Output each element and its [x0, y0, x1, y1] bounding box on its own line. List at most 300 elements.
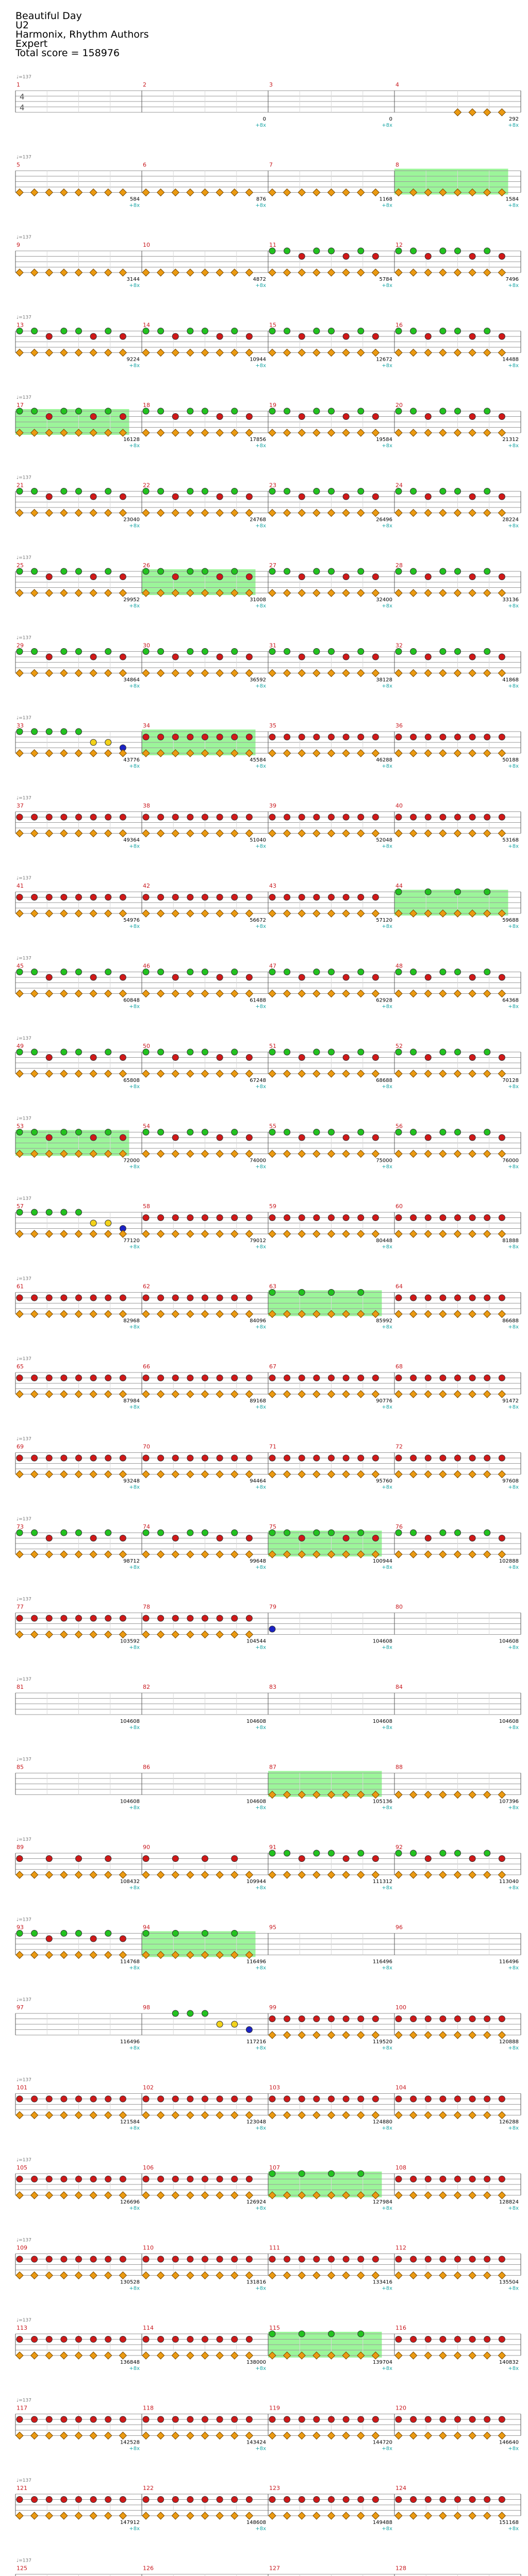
kick-note [105, 2272, 112, 2279]
score-multiplier: +8x [508, 443, 519, 449]
score-multiplier: +8x [255, 1484, 266, 1490]
r-note [120, 1936, 126, 1942]
kick-note [357, 1871, 365, 1878]
measure [268, 2574, 394, 2576]
measure-score: 12672 [376, 357, 392, 363]
g-note [328, 1129, 335, 1136]
r-note [31, 894, 38, 901]
kick-note [424, 830, 432, 837]
g-note [455, 328, 461, 334]
kick-note [202, 1871, 209, 1878]
r-note [469, 814, 475, 820]
score-multiplier: +8x [255, 764, 266, 769]
r-note [76, 2416, 82, 2422]
measure [15, 1129, 142, 1158]
kick-note [105, 1471, 112, 1478]
g-note [76, 969, 82, 975]
kick-note [31, 2192, 38, 2199]
g-note [187, 408, 193, 414]
kick-note [45, 1311, 53, 1318]
measure [142, 2010, 268, 2035]
g-note [410, 568, 417, 574]
g-note [143, 1049, 149, 1055]
g-note [143, 649, 149, 655]
b-note [269, 1626, 275, 1632]
kick-note [216, 1631, 223, 1638]
y-note [90, 739, 96, 745]
kick-note [105, 1391, 112, 1398]
measure-number: 61 [16, 1283, 24, 1290]
kick-note [75, 589, 82, 597]
measure [394, 1693, 521, 1715]
kick-note [105, 2192, 112, 2199]
kick-note [284, 510, 291, 517]
kick-note [498, 349, 505, 357]
kick-note [90, 1230, 97, 1238]
r-note [425, 2256, 431, 2262]
g-note [484, 1129, 490, 1136]
kick-note [357, 269, 365, 276]
r-note [440, 814, 446, 820]
r-note [105, 1375, 111, 1381]
g-note [269, 969, 275, 975]
kick-note [410, 2031, 417, 2039]
measure [394, 488, 521, 517]
measure [142, 1129, 268, 1158]
kick-note [284, 1070, 291, 1077]
g-note [202, 1930, 208, 1937]
score-multiplier: +8x [255, 123, 266, 128]
kick-note [313, 429, 320, 436]
r-note [217, 814, 223, 820]
score-multiplier: +8x [255, 1164, 266, 1170]
kick-note [245, 429, 253, 436]
kick-note [410, 349, 417, 357]
g-note [187, 1129, 193, 1136]
kick-note [342, 269, 350, 276]
measure-number: 29 [16, 642, 24, 649]
kick-note [454, 750, 461, 757]
kick-note [75, 910, 82, 917]
r-note [31, 1615, 38, 1621]
kick-note [60, 269, 68, 276]
g-note [202, 1129, 208, 1136]
measure-score: 75000 [376, 1158, 392, 1164]
r-note [455, 2016, 461, 2022]
g-note [31, 1530, 38, 1536]
kick-note [157, 189, 164, 196]
kick-note [16, 510, 23, 517]
score-multiplier: +8x [382, 1484, 392, 1490]
score-multiplier: +8x [382, 363, 392, 369]
r-note [31, 2176, 38, 2182]
measure [268, 1129, 394, 1158]
kick-note [75, 1311, 82, 1318]
kick-note [313, 2031, 320, 2039]
score-multiplier: +8x [129, 443, 140, 449]
kick-note [119, 2192, 126, 2199]
r-note [172, 734, 178, 740]
kick-note [202, 269, 209, 276]
kick-note [269, 990, 276, 997]
r-note [499, 574, 505, 580]
r-note [16, 894, 23, 901]
kick-note [202, 990, 209, 997]
measure-number: 44 [395, 883, 403, 889]
score-multiplier: +8x [382, 764, 392, 769]
measure [394, 1049, 521, 1077]
tempo-marker: ♩=137 [16, 2238, 31, 2243]
kick-note [45, 1631, 53, 1638]
kick-note [313, 2432, 320, 2439]
g-note [76, 1129, 82, 1136]
kick-note [395, 1150, 402, 1158]
measure-number: 33 [16, 722, 24, 729]
kick-note [60, 349, 68, 357]
measure-number: 40 [395, 802, 403, 809]
r-note [410, 2497, 417, 2503]
measure [15, 2334, 142, 2359]
kick-note [357, 750, 365, 757]
r-note [410, 1375, 417, 1381]
score-multiplier: +8x [129, 1324, 140, 1330]
r-note [158, 814, 164, 820]
kick-note [216, 990, 223, 997]
measure-number: 64 [395, 1283, 403, 1290]
score-multiplier: +8x [508, 1404, 519, 1410]
g-note [395, 1049, 402, 1055]
kick-note [298, 1871, 305, 1878]
tempo-marker: ♩=137 [16, 2077, 31, 2083]
kick-note [157, 1230, 164, 1238]
kick-note [454, 1471, 461, 1478]
g-note [16, 649, 23, 655]
r-note [499, 2416, 505, 2422]
r-note [469, 1375, 475, 1381]
r-note [202, 2176, 208, 2182]
kick-note [284, 2031, 291, 2039]
g-note [76, 728, 82, 735]
r-note [314, 2096, 320, 2102]
kick-note [172, 510, 179, 517]
r-note [395, 2416, 402, 2422]
kick-note [298, 1070, 305, 1077]
measure [394, 248, 521, 276]
measure-number: 15 [269, 321, 276, 329]
r-note [46, 2096, 52, 2102]
kick-note [45, 589, 53, 597]
kick-note [119, 1230, 126, 1238]
tempo-marker: ♩=137 [16, 235, 31, 240]
kick-note [90, 1551, 97, 1558]
kick-note [269, 830, 276, 837]
r-note [425, 2096, 431, 2102]
kick-note [245, 2432, 253, 2439]
r-note [299, 894, 305, 901]
kick-note [90, 2432, 97, 2439]
measure-number: 104 [395, 2084, 406, 2091]
kick-note [469, 2512, 476, 2519]
kick-note [454, 2192, 461, 2199]
r-note [440, 2336, 446, 2343]
kick-note [172, 1230, 179, 1238]
kick-note [454, 2031, 461, 2039]
r-note [269, 1375, 275, 1381]
r-note [143, 894, 149, 901]
tempo-marker: ♩=137 [16, 1276, 31, 1282]
r-note [31, 814, 38, 820]
r-note [172, 1535, 178, 1541]
g-note [358, 1850, 364, 1856]
r-note [232, 1375, 238, 1381]
r-note [499, 1856, 505, 1862]
measure-number: 2 [143, 81, 146, 88]
kick-note [313, 510, 320, 517]
r-note [61, 1455, 67, 1461]
kick-note [313, 990, 320, 997]
kick-note [245, 2512, 253, 2519]
r-note [469, 1535, 475, 1541]
r-note [499, 494, 505, 500]
r-note [16, 2256, 23, 2262]
kick-note [498, 429, 505, 436]
r-note [31, 1375, 38, 1381]
measure [142, 251, 268, 276]
score-multiplier: +8x [508, 1004, 519, 1010]
measure [15, 1773, 142, 1795]
measure-number: 84 [395, 1684, 403, 1690]
kick-note [90, 750, 97, 757]
r-note [217, 2497, 223, 2503]
kick-note [498, 2031, 505, 2039]
kick-note [484, 349, 491, 357]
kick-note [157, 1631, 164, 1638]
kick-note [45, 349, 53, 357]
tempo-marker: ♩=137 [16, 1917, 31, 1923]
r-note [328, 2096, 335, 2102]
measure-score: 97608 [502, 1478, 519, 1484]
g-note [187, 1049, 193, 1055]
r-note [143, 2336, 149, 2343]
kick-note [454, 1871, 461, 1878]
kick-note [454, 1150, 461, 1158]
kick-note [231, 2352, 238, 2359]
kick-note [75, 1391, 82, 1398]
r-note [314, 2016, 320, 2022]
kick-note [269, 2112, 276, 2119]
r-note [372, 2497, 378, 2503]
g-note [484, 328, 490, 334]
kick-note [469, 1471, 476, 1478]
r-note [343, 574, 349, 580]
r-note [90, 574, 96, 580]
measure [142, 171, 268, 196]
r-note [469, 1856, 475, 1862]
measure [142, 649, 268, 677]
kick-note [142, 2512, 150, 2519]
r-note [284, 814, 290, 820]
kick-note [284, 1871, 291, 1878]
r-note [343, 1134, 349, 1141]
r-note [410, 2176, 417, 2182]
kick-note [328, 269, 335, 276]
r-note [299, 2497, 305, 2503]
r-note [358, 2016, 364, 2022]
kick-note [187, 1070, 194, 1077]
kick-note [119, 1952, 126, 1959]
kick-note [469, 1871, 476, 1878]
kick-note [90, 1311, 97, 1318]
kick-note [90, 830, 97, 837]
kick-note [284, 1471, 291, 1478]
kick-note [410, 1871, 417, 1878]
song-artist: U2 [15, 20, 29, 31]
kick-note [269, 910, 276, 917]
kick-note [424, 269, 432, 276]
measure [394, 2334, 521, 2359]
kick-note [284, 830, 291, 837]
measure [15, 488, 142, 517]
score-multiplier: +8x [382, 1565, 392, 1570]
kick-note [439, 510, 447, 517]
measure-number: 58 [143, 1203, 150, 1210]
kick-note [469, 1791, 476, 1799]
kick-note [231, 2512, 238, 2519]
kick-note [498, 1070, 505, 1077]
r-note [46, 1856, 52, 1862]
r-note [358, 1215, 364, 1221]
r-note [372, 1856, 378, 1862]
r-note [158, 734, 164, 740]
measure-score: 41868 [502, 677, 519, 683]
kick-note [60, 2272, 68, 2279]
kick-note [372, 830, 379, 837]
kick-note [357, 189, 365, 196]
measure [142, 2174, 268, 2199]
r-note [372, 494, 378, 500]
total-score: Total score = 158976 [15, 47, 120, 59]
kick-note [31, 2432, 38, 2439]
g-note [46, 1209, 52, 1215]
kick-note [469, 990, 476, 997]
g-note [269, 1290, 275, 1296]
kick-note [395, 1471, 402, 1478]
measure-number: 70 [143, 1443, 150, 1450]
kick-note [231, 2432, 238, 2439]
g-note [358, 2171, 364, 2177]
r-note [343, 974, 349, 980]
r-note [16, 2176, 23, 2182]
measure-score: 104544 [246, 1638, 266, 1645]
kick-note [75, 2192, 82, 2199]
g-note [31, 1049, 38, 1055]
kick-note [484, 1150, 491, 1158]
kick-note [372, 269, 379, 276]
r-note [202, 1615, 208, 1621]
g-note [16, 568, 23, 574]
measure-number: 111 [269, 2244, 280, 2251]
g-note [158, 1129, 164, 1136]
score-multiplier: +8x [382, 1084, 392, 1090]
g-note [284, 248, 290, 254]
kick-note [342, 349, 350, 357]
r-note [469, 253, 475, 260]
r-note [217, 1215, 223, 1221]
r-note [469, 2416, 475, 2422]
g-note [455, 248, 461, 254]
r-note [202, 814, 208, 820]
kick-note [395, 670, 402, 677]
r-note [284, 2497, 290, 2503]
kick-note [31, 349, 38, 357]
r-note [372, 574, 378, 580]
measure-number: 91 [269, 1844, 276, 1851]
r-note [469, 1295, 475, 1301]
kick-note [357, 2432, 365, 2439]
r-note [61, 1295, 67, 1301]
r-note [425, 2336, 431, 2343]
r-note [425, 1055, 431, 1061]
kick-note [16, 1311, 23, 1318]
r-note [202, 1455, 208, 1461]
g-note [440, 1850, 446, 1856]
kick-note [187, 269, 194, 276]
measure [268, 1290, 394, 1318]
measure-number: 49 [16, 1043, 24, 1049]
kick-note [328, 830, 335, 837]
kick-note [202, 1070, 209, 1077]
measure [142, 1613, 268, 1638]
g-note [328, 328, 335, 334]
r-note [410, 2336, 417, 2343]
g-note [105, 1049, 111, 1055]
measure [394, 2574, 521, 2576]
kick-note [172, 2192, 179, 2199]
kick-note [31, 269, 38, 276]
r-note [90, 414, 96, 420]
g-note [143, 488, 149, 495]
kick-note [269, 1070, 276, 1077]
r-note [372, 894, 378, 901]
b-note [246, 2027, 252, 2033]
kick-note [60, 510, 68, 517]
r-note [217, 2096, 223, 2102]
score-multiplier: +8x [508, 2206, 519, 2211]
g-note [314, 1129, 320, 1136]
kick-note [424, 1551, 432, 1558]
kick-note [16, 670, 23, 677]
r-note [90, 894, 96, 901]
r-note [46, 2416, 52, 2422]
kick-note [202, 1150, 209, 1158]
measure-score: 31008 [250, 597, 266, 603]
kick-note [298, 830, 305, 837]
r-note [395, 2176, 402, 2182]
kick-note [90, 2192, 97, 2199]
measure-score: 49364 [123, 837, 140, 843]
kick-note [395, 2352, 402, 2359]
kick-note [216, 830, 223, 837]
g-note [328, 488, 335, 495]
g-note [269, 1850, 275, 1856]
g-note [410, 1850, 417, 1856]
kick-note [424, 1471, 432, 1478]
measure [394, 91, 521, 116]
measure [142, 91, 268, 112]
measure-score: 584 [129, 196, 140, 202]
r-note [16, 1375, 23, 1381]
r-note [455, 2416, 461, 2422]
